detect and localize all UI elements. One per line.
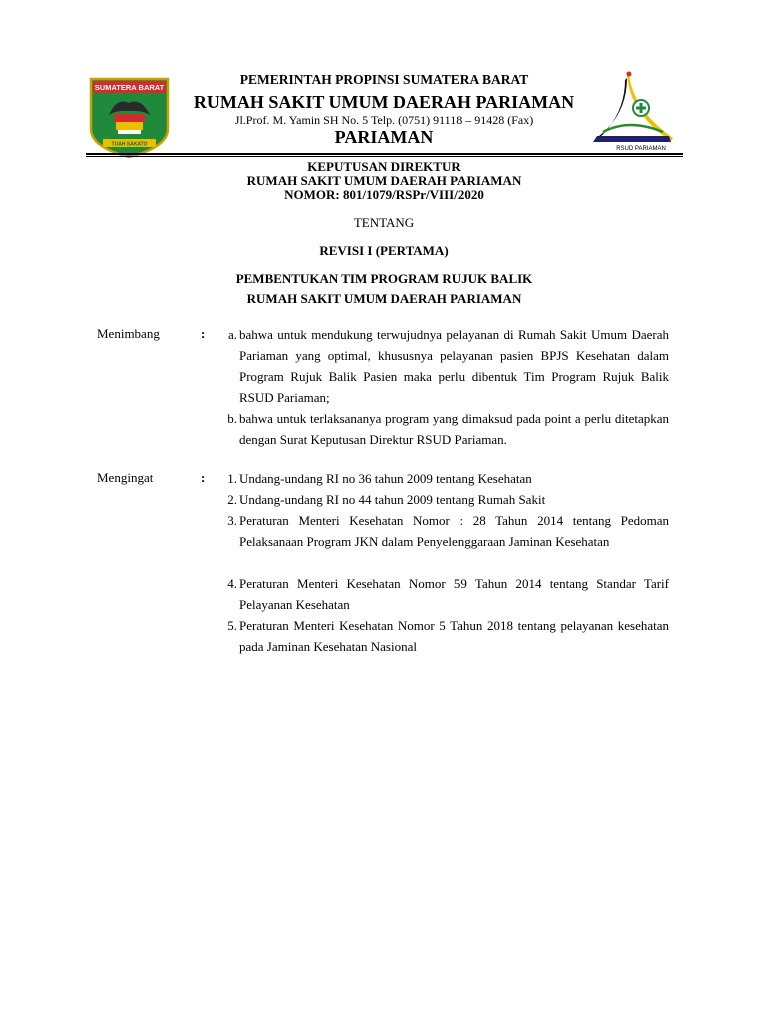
list-marker: 1. (227, 471, 237, 486)
menimbang-item (213, 408, 669, 450)
mengingat-item (213, 573, 669, 615)
menimbang-item (213, 324, 669, 408)
emblem-banner-text: SUMATERA BARAT (94, 83, 165, 92)
decree-about: TENTANG (353, 215, 415, 230)
list-marker: 2. (227, 492, 237, 507)
emblem-ribbon-text: TUAH SAKATO (111, 141, 148, 148)
decree-revision: REVISI I (PERTAMA) (319, 243, 449, 258)
list-item-text: bahwa untuk terlaksananya program yang dimaksud pada point a perlu ditetapkan dengan Surat Keputusan Direktur RSUD Pariaman. (239, 411, 669, 447)
list-item-text: Undang-undang RI no 36 tahun 2009 tentang Kesehatan (239, 471, 532, 486)
menimbang-colon: : (201, 326, 206, 341)
mengingat-item (213, 489, 669, 510)
list-item-text: Peraturan Menteri Kesehatan Nomor 59 Tahun 2014 tentang Standar Tarif Pelayanan Kesehatan (239, 576, 669, 612)
list-item-text: Undang-undang RI no 44 tahun 2009 tentang Rumah Sakit (239, 492, 546, 507)
menimbang-label: Menimbang (97, 326, 160, 341)
city-name: PARIAMAN (334, 127, 434, 147)
mengingat-item (213, 615, 669, 657)
list-marker: 4. (227, 576, 237, 591)
mengingat-item (213, 468, 669, 489)
rsud-logo-caption: RSUD PARIAMAN (616, 146, 666, 152)
list-marker: a. (227, 327, 237, 342)
list-marker: b. (227, 411, 237, 426)
decree-number: NOMOR: 801/1079/RSPr/VIII/2020 (284, 187, 484, 202)
letterhead-divider-thin (86, 156, 683, 157)
mengingat-colon: : (201, 470, 206, 485)
hospital-name: RUMAH SAKIT UMUM DAERAH PARIAMAN (193, 92, 575, 112)
decree-institution: RUMAH SAKIT UMUM DAERAH PARIAMAN (246, 173, 522, 188)
decree-subject-line1: PEMBENTUKAN TIM PROGRAM RUJUK BALIK (235, 271, 533, 286)
list-marker: 5. (227, 618, 237, 633)
hospital-address: Jl.Prof. M. Yamin SH No. 5 Telp. (0751) 91118 – 91428 (Fax) (234, 113, 534, 127)
mengingat-label: Mengingat (97, 470, 154, 485)
government-name: PEMERINTAH PROPINSI SUMATERA BARAT (239, 72, 529, 87)
list-item-text: Peraturan Menteri Kesehatan Nomor : 28 Tahun 2014 tentang Pedoman Pelaksanaan Program JKN dalam Penyelenggaraan Jaminan Kesehatan (239, 513, 669, 549)
mengingat-item (213, 510, 669, 552)
sumatera-barat-emblem-icon (87, 77, 172, 159)
rsud-pariaman-logo-icon (583, 70, 678, 155)
decree-subject-line2: RUMAH SAKIT UMUM DAERAH PARIAMAN (246, 291, 522, 306)
list-marker: 3. (227, 513, 237, 528)
decree-heading: KEPUTUSAN DIREKTUR (307, 159, 461, 174)
list-item-text: Peraturan Menteri Kesehatan Nomor 5 Tahun 2018 tentang pelayanan kesehatan pada Jaminan Kesehatan Nasional (239, 618, 669, 654)
letterhead-divider-thick (86, 153, 683, 155)
list-item-text: bahwa untuk mendukung terwujudnya pelayanan di Rumah Sakit Umum Daerah Pariaman yang optimal, khususnya pelayanan pasien BPJS Kesehatan dalam Program Rujuk Balik Pasien maka perlu dibentuk Tim Program Rujuk Balik RSUD Pariaman; (239, 327, 669, 405)
